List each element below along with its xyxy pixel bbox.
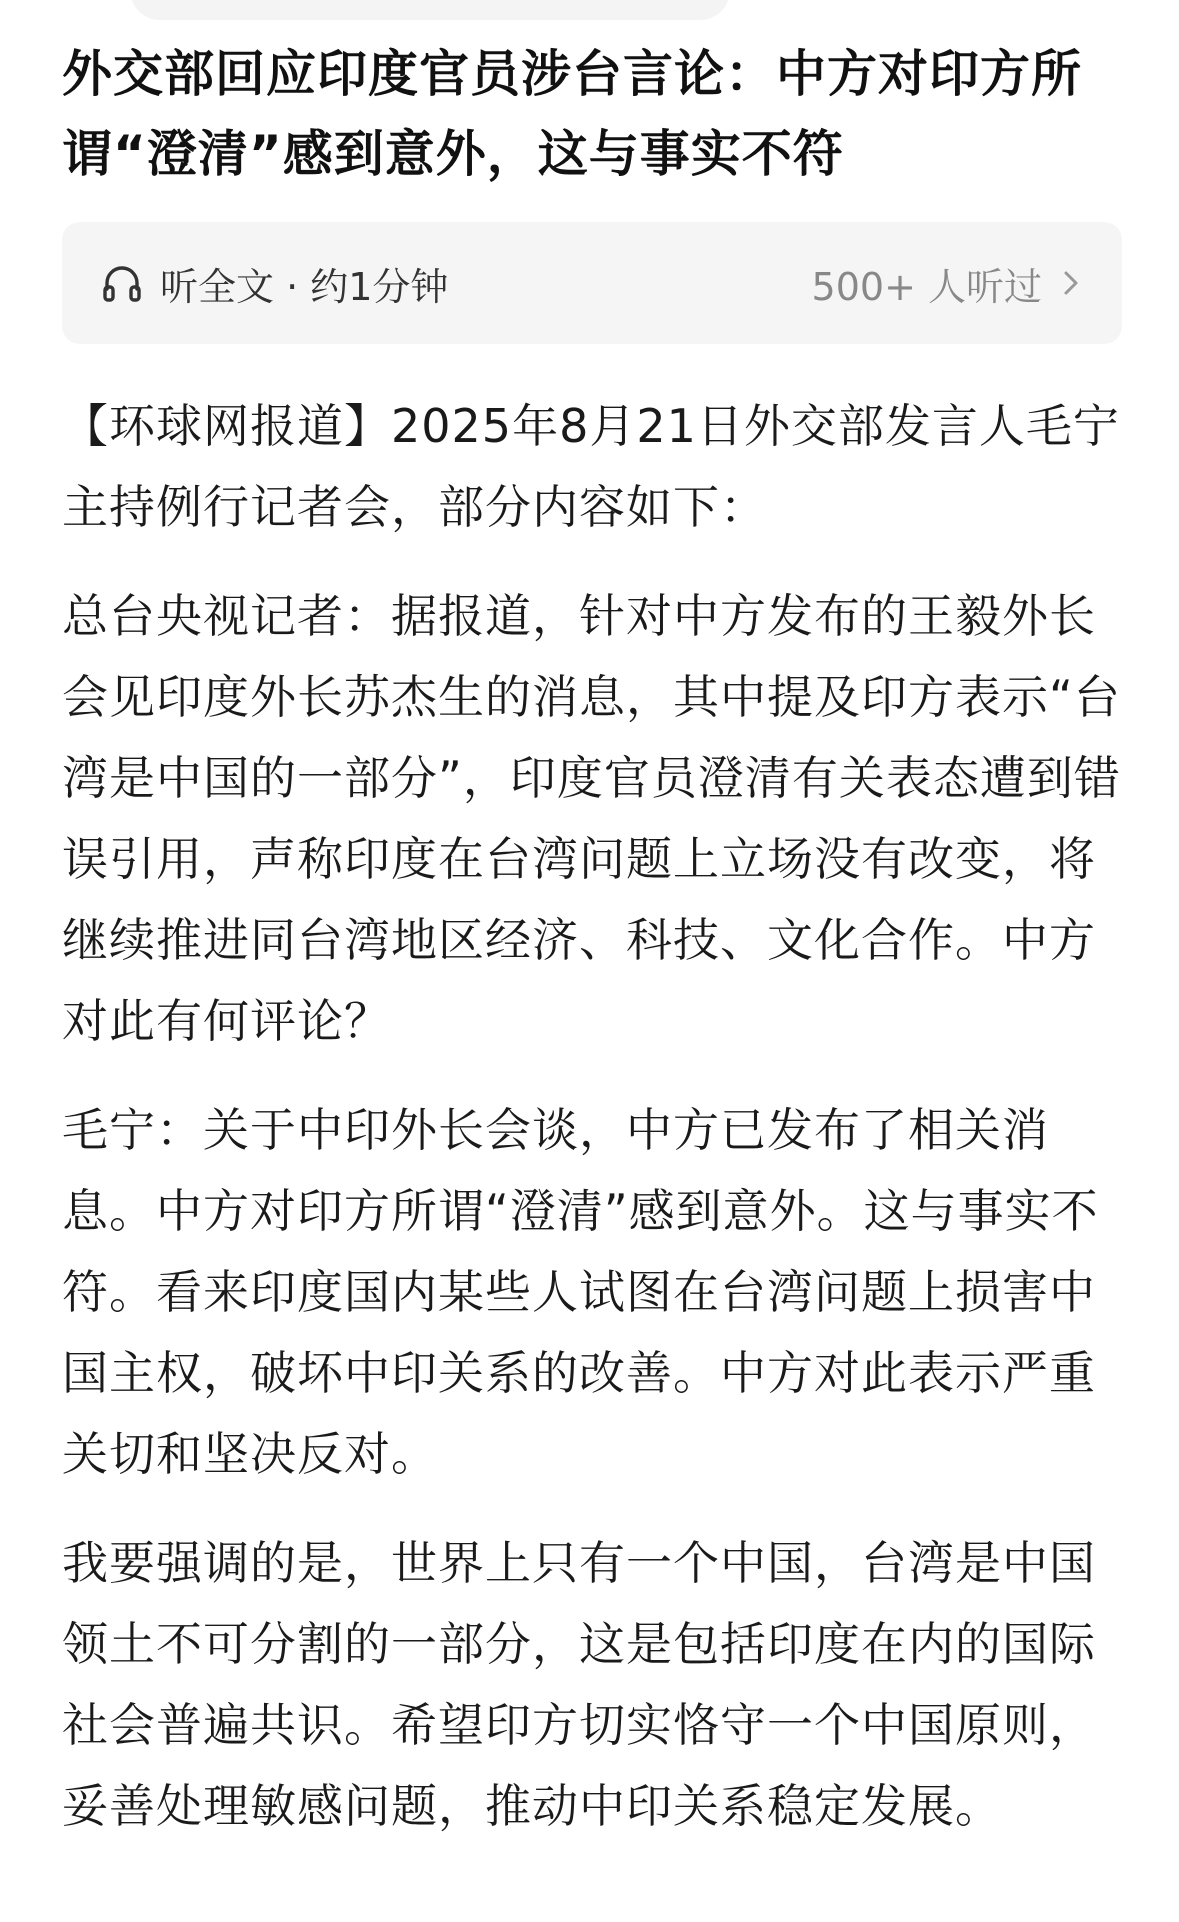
paragraph-intro: 【环球网报道】2025年8月21日外交部发言人毛宁主持例行记者会，部分内容如下：	[62, 399, 1120, 534]
article-page	[62, 34, 1122, 1875]
audio-left-group	[100, 256, 448, 311]
listen-label: 听全文 · 约1分钟	[160, 264, 449, 309]
paragraph-emphasis: 我要强调的是，世界上只有一个中国，台湾是中国领土不可分割的一部分，这是包括印度在内的国际社会普遍共识。希望印方切实恪守一个中国原则，妥善处理敏感问题，推动中印关系稳定发展。	[62, 1536, 1096, 1833]
search-bar-remnant	[130, 0, 730, 20]
audio-right-group	[812, 256, 1082, 311]
listen-full-text-bar[interactable]	[62, 222, 1122, 344]
paragraph-question: 总台央视记者：据报道，针对中方发布的王毅外长会见印度外长苏杰生的消息，其中提及印方表示“台湾是中国的一部分”，印度官员澄清有关表态遭到错误引用，声称印度在台湾问题上立场没有改变，将继续推进同台湾地区经济、科技、文化合作。中方对此有何评论？	[62, 589, 1121, 1048]
listener-count: 500+ 人听过	[811, 264, 1042, 309]
article-body	[62, 386, 1122, 1847]
article-title: 外交部回应印度官员涉台言论：中方对印方所谓“澄清”感到意外，这与事实不符	[62, 45, 1082, 183]
headphones-icon	[100, 261, 144, 305]
paragraph-answer: 毛宁：关于中印外长会谈，中方已发布了相关消息。中方对印方所谓“澄清”感到意外。这与事实不符。看来印度国内某些人试图在台湾问题上损害中国主权，破坏中印关系的改善。中方对此表示严重关切和坚决反对。	[62, 1103, 1099, 1481]
chevron-right-icon	[1060, 268, 1082, 298]
